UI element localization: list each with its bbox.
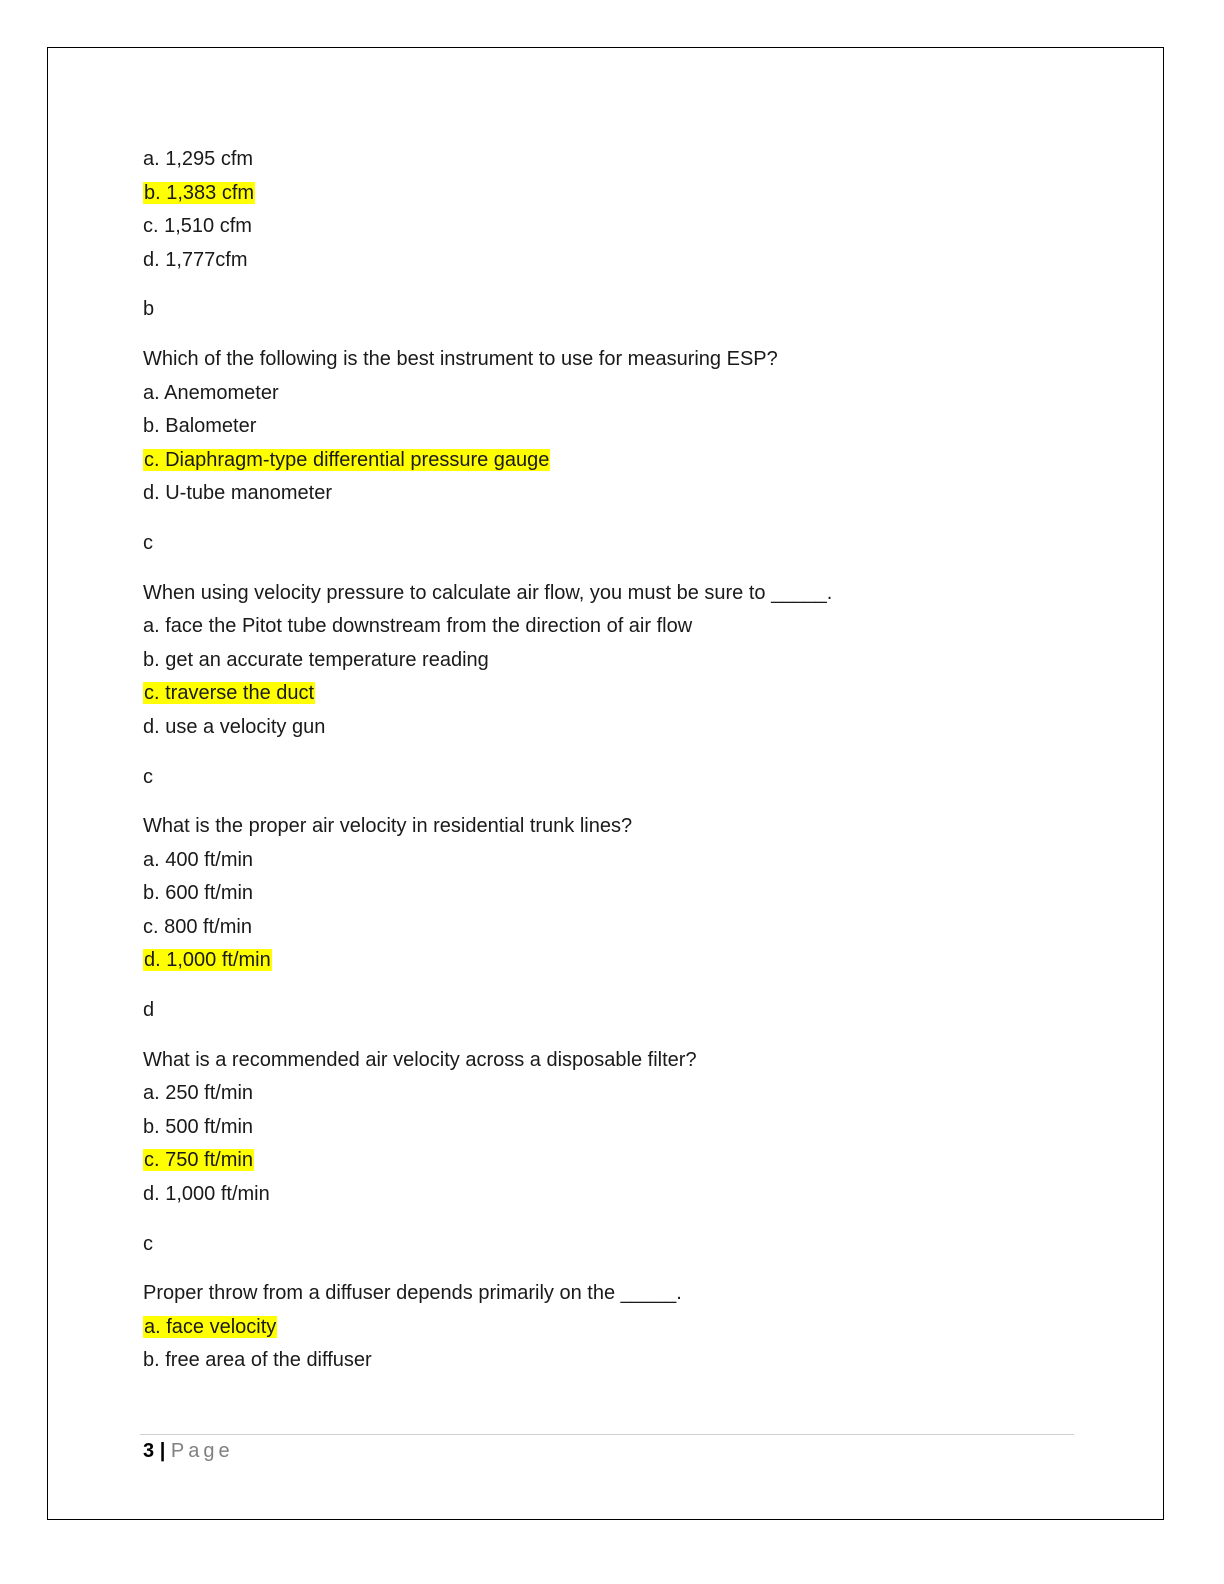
question-block: [143, 1277, 1103, 1378]
option-b: b. get an accurate temperature reading: [143, 648, 489, 671]
option-c: c. 1,510 cfm: [143, 215, 252, 238]
answer-key: c: [143, 531, 153, 554]
document-body: [143, 143, 1103, 1378]
page-number: 3: [143, 1440, 155, 1462]
option-b: b. 1,383 cfm: [144, 181, 255, 204]
option-a: a. Anemometer: [143, 381, 279, 404]
option-d: d. 1,000 ft/min: [143, 1183, 270, 1206]
option-c: c. Diaphragm-type differential pressure gauge: [144, 448, 550, 471]
footer-separator: |: [159, 1440, 166, 1462]
option-d: d. 1,777cfm: [143, 248, 248, 271]
footer-divider: [140, 1434, 1074, 1435]
option-a: a. 250 ft/min: [143, 1082, 254, 1105]
question-block: [143, 577, 1103, 795]
option-a: a. face velocity: [144, 1315, 277, 1338]
answer-key: c: [143, 765, 153, 788]
question-text: What is a recommended air velocity across a disposable filter?: [143, 1048, 697, 1071]
option-b: b. free area of the diffuser: [143, 1349, 372, 1372]
answer-key: b: [143, 298, 155, 321]
question-text: When using velocity pressure to calculate air flow, you must be sure to _____.: [143, 581, 833, 604]
question-block: [143, 810, 1103, 1028]
option-c: c. 800 ft/min: [143, 915, 252, 938]
question-text: What is the proper air velocity in residential trunk lines?: [143, 815, 633, 838]
option-a: a. face the Pitot tube downstream from the direction of air flow: [143, 615, 693, 638]
page-footer: [143, 1440, 234, 1463]
option-b: b. 600 ft/min: [143, 882, 254, 905]
question-block: [143, 1044, 1103, 1262]
option-a: a. 400 ft/min: [143, 848, 254, 871]
page-label: Page: [170, 1440, 234, 1462]
option-b: b. Balometer: [143, 415, 257, 438]
option-c: c. traverse the duct: [144, 682, 315, 705]
question-block: [143, 343, 1103, 561]
option-a: a. 1,295 cfm: [143, 148, 254, 170]
question-text: Proper throw from a diffuser depends primarily on the _____.: [143, 1282, 682, 1305]
option-c: c. 750 ft/min: [144, 1149, 253, 1172]
option-b: b. 500 ft/min: [143, 1115, 254, 1138]
answer-key: c: [143, 1232, 153, 1255]
question-block: [143, 143, 1103, 327]
option-d: d. 1,000 ft/min: [144, 949, 271, 972]
option-d: d. use a velocity gun: [143, 715, 326, 738]
option-d: d. U-tube manometer: [143, 482, 332, 505]
answer-key: d: [143, 999, 155, 1022]
question-text: Which of the following is the best instrument to use for measuring ESP?: [143, 347, 778, 370]
